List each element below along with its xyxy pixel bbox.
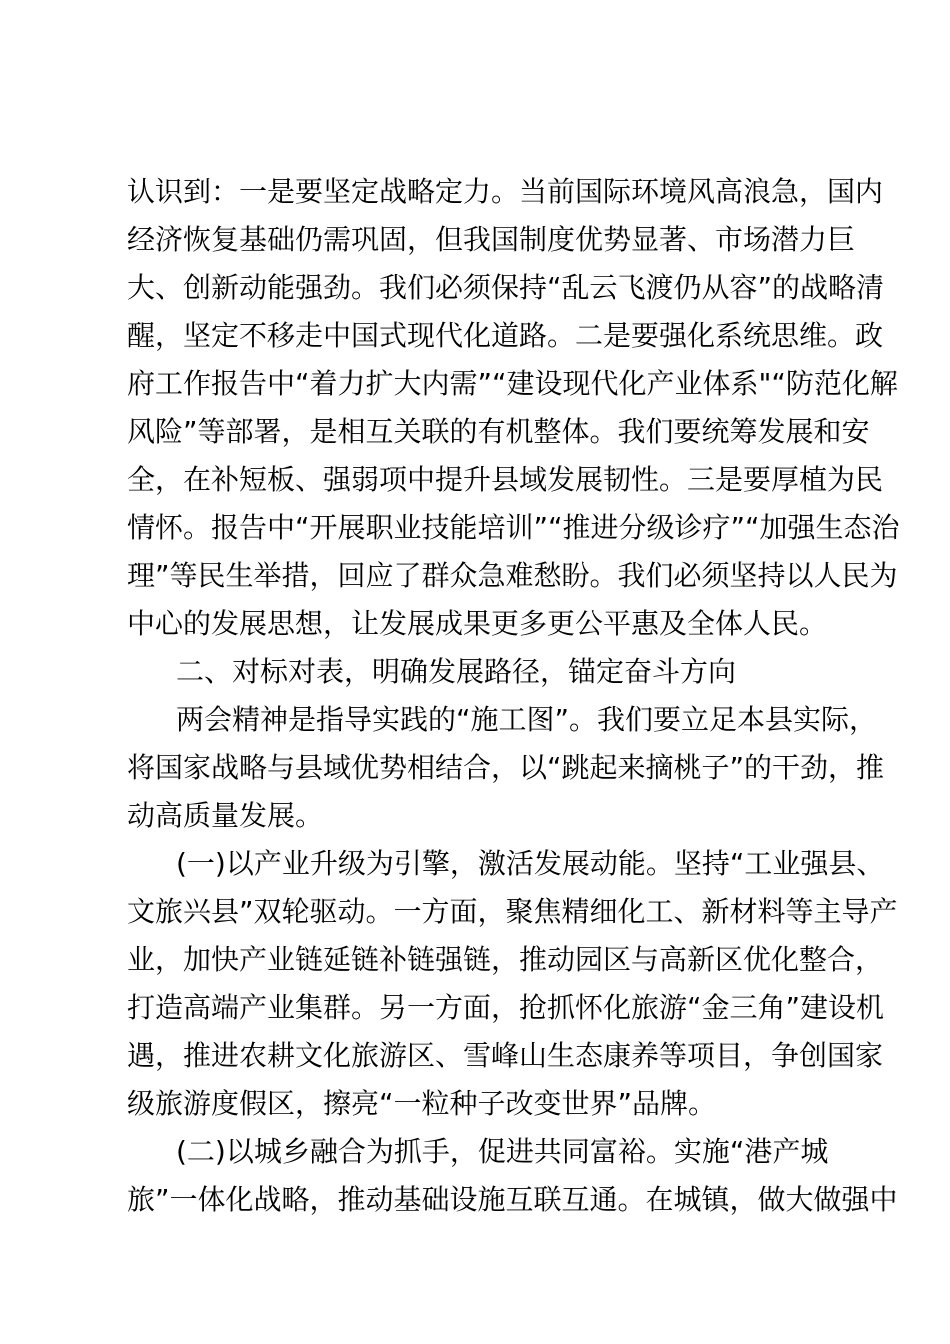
body-text-line: 理”等民生举措，回应了群众急难愁盼。我们必须坚持以人民为 <box>127 559 898 592</box>
body-text-line: 动高质量发展。 <box>127 799 324 832</box>
body-text-line: 风险”等部署，是相互关联的有机整体。我们要统筹发展和安 <box>127 415 870 448</box>
body-text-line: 醒，坚定不移走中国式现代化道路。二是要强化系统思维。政 <box>127 319 884 352</box>
subsection-line: (一)以产业升级为引擎，激活发展动能。坚持“工业强县、 <box>176 847 885 880</box>
body-text-line: 两会精神是指导实践的“施工图”。我们要立足本县实际， <box>176 703 878 736</box>
section-heading: 二、对标对表，明确发展路径，锚定奋斗方向 <box>176 655 737 688</box>
body-text-line: 打造高端产业集群。另一方面，抢抓怀化旅游“金三角”建设机 <box>127 991 885 1024</box>
body-text-line: 府工作报告中“着力扩大内需”“建设现代化产业体系"“防范化解 <box>127 367 898 400</box>
body-text-line: 业，加快产业链延链补链强链，推动园区与高新区优化整合， <box>127 943 884 976</box>
body-text-line: 旅”一体化战略，推动基础设施互联互通。在城镇，做大做强中 <box>127 1183 898 1216</box>
body-text-line: 遇，推进农耕文化旅游区、雪峰山生态康养等项目，争创国家 <box>127 1039 884 1072</box>
body-text-line: 情怀。报告中“开展职业技能培训”“推进分级诊疗”“加强生态治 <box>127 511 900 544</box>
body-text-line: 级旅游度假区，擦亮“一粒种子改变世界”品牌。 <box>127 1087 717 1120</box>
body-text-line: 全，在补短板、强弱项中提升县域发展韧性。三是要厚植为民 <box>127 463 884 496</box>
body-text-line: 文旅兴县”双轮驱动。一方面，聚焦精细化工、新材料等主导产 <box>127 895 898 928</box>
subsection-line: (二)以城乡融合为抓手，促进共同富裕。实施“港产城 <box>176 1135 829 1168</box>
body-text-line: 大、创新动能强劲。我们必须保持“乱云飞渡仍从容”的战略清 <box>127 271 885 304</box>
body-text-line: 将国家战略与县域优势相结合，以“跳起来摘桃子”的干劲，推 <box>127 751 885 784</box>
body-text-line: 认识到：一是要坚定战略定力。当前国际环境风高浪急，国内 <box>127 175 884 208</box>
body-text-line: 中心的发展思想，让发展成果更多更公平惠及全体人民。 <box>127 607 828 640</box>
body-text-line: 经济恢复基础仍需巩固，但我国制度优势显著、市场潜力巨 <box>127 223 856 256</box>
